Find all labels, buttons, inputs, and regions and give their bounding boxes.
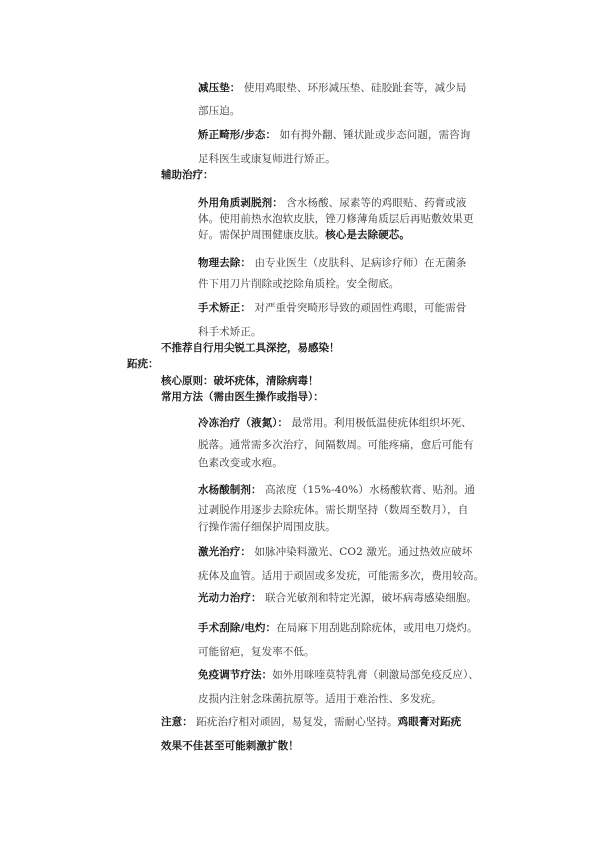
surgery-label: 手术矫正： (198, 302, 251, 314)
cryo-label: 冷冻治疗（液氮）： (198, 417, 289, 429)
pdt-line-1 (198, 591, 477, 605)
surgery-text: 对严重骨突畸形导致的顽固性鸡眼，可能需骨 (254, 302, 467, 314)
curettage-line-2: 可能留疤，复发率不低。 (198, 646, 315, 658)
salicylic-text: 高浓度（15%-40%）水杨酸软膏、贴剂。通 (265, 484, 475, 496)
laser-line-2: 疣体及血管。适用于顽固或多发疣，可能需多次，费用较高。 (198, 570, 485, 582)
surgery-line-2: 科手术矫正。 (198, 326, 262, 338)
surgery-line-1 (198, 301, 466, 315)
core-principle-heading: 核心原则：破坏疣体，清除病毒！ (161, 375, 319, 387)
immuno-line-1 (198, 668, 479, 682)
pad-line-2: 部压迫。 (198, 105, 241, 117)
correction-line-1 (198, 128, 470, 142)
laser-line-1 (198, 545, 472, 559)
keratolytic-line-2: 体。使用前热水泡软皮肤，锉刀修薄角质层后再贴敷效果更 (198, 213, 474, 225)
note-text: 跖疣治疗相对顽固，易复发，需耐心坚持。 (196, 716, 398, 728)
pdt-label: 光动力治疗： (198, 592, 262, 604)
keratolytic-text-3: 好。需保护周围健康皮肤。 (198, 229, 326, 241)
note-label: 注意： (161, 716, 193, 728)
note-line-1 (161, 715, 461, 729)
salicylic-line-3: 行操作需仔细保护周围皮肤。 (198, 521, 336, 533)
note-emphasis: 鸡眼膏对跖疣 (397, 716, 462, 728)
pad-label: 减压垫： (198, 82, 241, 94)
immuno-line-2: 皮损内注射念珠菌抗原等。适用于难治性、多发疣。 (198, 693, 442, 705)
laser-label: 激光治疗： (198, 546, 251, 558)
curettage-label: 手术刮除/电灼： (198, 622, 277, 634)
common-methods-heading: 常用方法（需由医生操作或指导）： (161, 391, 324, 403)
keratolytic-text: 含水杨酸、尿素等的鸡眼贴、药膏或液 (286, 197, 467, 209)
salicylic-line-1 (198, 483, 475, 497)
keratolytic-line-1 (198, 196, 466, 210)
correction-label: 矫正畸形/步态： (198, 129, 277, 141)
physical-line-1 (198, 256, 466, 270)
laser-text: 如脉冲染料激光、CO2 激光。通过热效应破坏 (254, 546, 473, 558)
salicylic-line-2: 过剥脱作用逐步去除疣体。需长期坚持（数周至数月），自 (198, 504, 469, 516)
adjuvant-heading: 辅助治疗： (161, 169, 214, 181)
note-line-2: 效果不佳甚至可能刺激扩散！ (161, 740, 299, 752)
physical-text: 由专业医生（皮肤科、足病诊疗师）在无菌条 (254, 257, 467, 269)
warning-heading: 不推荐自行用尖锐工具深挖，易感染！ (161, 342, 340, 354)
curettage-line-1 (198, 621, 478, 635)
cryo-text: 最常用。利用极低温使疣体组织坏死、 (291, 417, 472, 429)
keratolytic-line-3 (198, 228, 410, 242)
plantar-wart-heading: 跖疣： (127, 358, 159, 370)
curettage-text: 在局麻下用刮匙刮除疣体，或用电刀烧灼。 (276, 622, 478, 634)
pad-text: 使用鸡眼垫、环形减压垫、硅胶趾套等，减少局 (243, 82, 467, 94)
correction-text: 如有拇外翻、锤状趾或步态问题，需咨询 (279, 129, 471, 141)
salicylic-label: 水杨酸制剂： (198, 484, 262, 496)
pdt-text: 联合光敏剂和特定光源，破坏病毒感染细胞。 (265, 592, 478, 604)
immuno-text: 如外用咪喹莫特乳膏（刺激局部免疫反应）、 (272, 669, 479, 681)
pad-line-1 (198, 81, 466, 95)
correction-line-2: 足科医生或康复师进行矫正。 (198, 153, 336, 165)
physical-line-2: 件下用刀片削除或挖除角质栓。安全彻底。 (198, 278, 400, 290)
cryo-line-1 (198, 416, 472, 430)
cryo-line-2: 脱落。通常需多次治疗，间隔数周。可能疼痛，愈后可能有 (198, 439, 474, 451)
physical-label: 物理去除： (198, 257, 251, 269)
cryo-line-3: 色素改变或水疱。 (198, 457, 283, 469)
immuno-label: 免疫调节疗法： (198, 669, 273, 681)
keratolytic-emphasis: 核心是去除硬芯。 (325, 229, 411, 241)
keratolytic-label: 外用角质剥脱剂： (198, 197, 283, 209)
